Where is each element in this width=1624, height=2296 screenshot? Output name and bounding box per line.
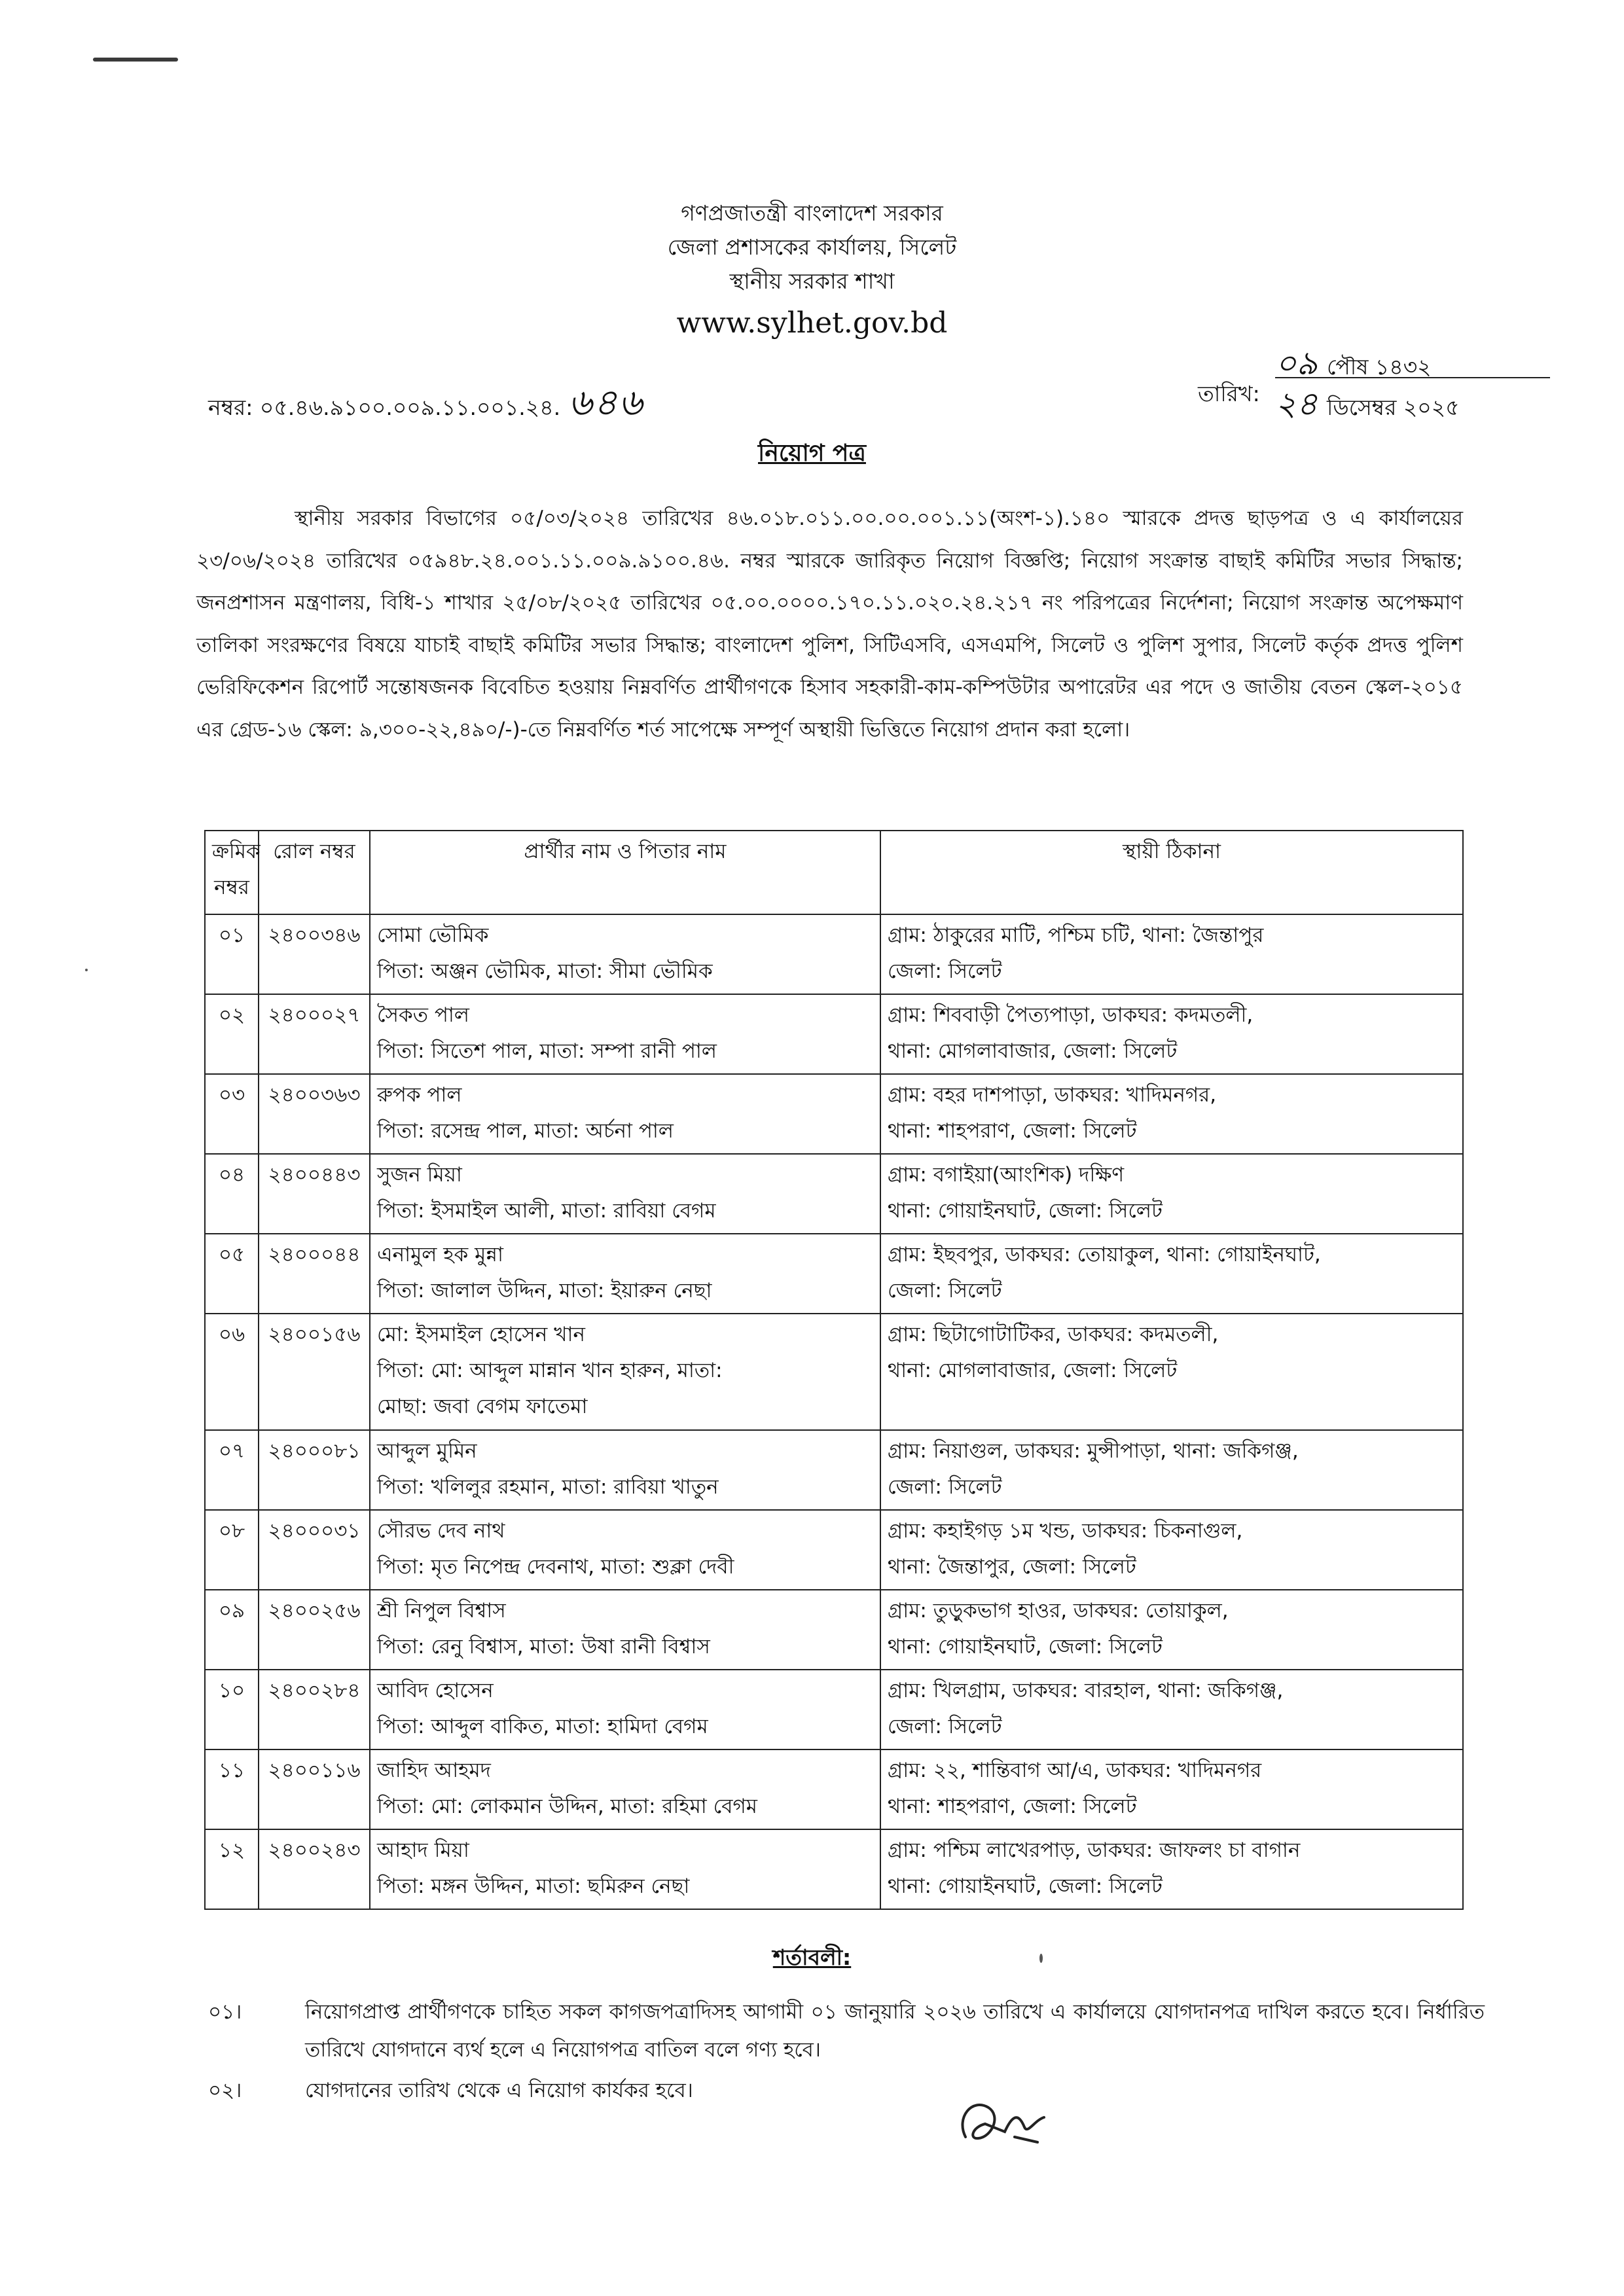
candidate-parents: পিতা: অঞ্জন ভৌমিক, মাতা: সীমা ভৌমিক: [377, 960, 713, 983]
candidate-name: রুপক পাল: [377, 1083, 462, 1107]
cell-serial: ০৬: [205, 1314, 259, 1430]
header-name: প্রার্থীর নাম ও পিতার নাম: [370, 831, 880, 914]
cell-name: [370, 1234, 880, 1314]
office-name: জেলা প্রশাসকের কার্যালয়, সিলেট: [667, 234, 957, 260]
candidate-name: আহাদ মিয়া: [377, 1839, 469, 1862]
term-text: যোগদানের তারিখ থেকে এ নিয়োগ কার্যকর হবে।: [305, 2079, 693, 2102]
address-line-2: জেলা: সিলেট: [888, 1475, 1002, 1499]
candidate-name: জাহিদ আহমদ: [377, 1759, 491, 1782]
address-line-2: জেলা: সিলেট: [888, 1715, 1002, 1738]
cell-serial: ১০: [205, 1670, 259, 1749]
candidate-parents: পিতা: ইসমাইল আলী, মাতা: রাবিয়া বেগম: [377, 1199, 716, 1223]
candidate-name: এনামুল হক মুন্না: [377, 1243, 503, 1266]
candidate-parents: পিতা: রসেন্দ্র পাল, মাতা: অর্চনা পাল: [377, 1119, 674, 1143]
cell-name: [370, 994, 880, 1074]
cell-address: [880, 1154, 1463, 1234]
term-number: ০১।: [208, 2000, 242, 2024]
cell-name: [370, 1430, 880, 1510]
candidate-parents: পিতা: মঙ্গন উদ্দিন, মাতা: ছমিরুন নেছা: [377, 1874, 690, 1898]
cell-serial: ১২: [205, 1829, 259, 1909]
table-row: [205, 1829, 1463, 1909]
candidate-parents: পিতা: মো: লোকমান উদ্দিন, মাতা: রহিমা বেগম: [377, 1795, 757, 1818]
address-line-1: গ্রাম: নিয়াগুল, ডাকঘর: মুন্সীপাড়া, থানা: জকিগঞ্জ,: [888, 1439, 1299, 1463]
term-item-2: [208, 2072, 1485, 2109]
candidate-rows: [205, 914, 1463, 1909]
cell-serial: ০১: [205, 914, 259, 994]
cell-address: [880, 1234, 1463, 1314]
address-line-1: গ্রাম: ঠাকুরের মাটি, পশ্চিম চটি, থানা: জৈন্তাপুর: [888, 924, 1264, 947]
cell-address: [880, 1510, 1463, 1590]
candidate-parents: পিতা: রেনু বিশ্বাস, মাতা: উষা রানী বিশ্বাস: [377, 1635, 710, 1659]
address-line-2: থানা: জৈন্তাপুর, জেলা: সিলেট: [888, 1555, 1136, 1579]
address-line-1: গ্রাম: ইছবপুর, ডাকঘর: তোয়াকুল, থানা: গোয়াইনঘাট,: [888, 1243, 1321, 1266]
cell-serial: ০৫: [205, 1234, 259, 1314]
english-month-year: ডিসেম্বর ২০২৫: [1326, 395, 1460, 420]
candidate-parents: পিতা: মো: আব্দুল মান্নান খান হারুন, মাতা:: [377, 1359, 723, 1382]
table-row: [205, 1234, 1463, 1314]
cell-roll: ২৪০০১১৬: [259, 1749, 370, 1829]
branch-name: স্থানীয় সরকার শাখা: [729, 268, 895, 294]
candidate-name: আবিদ হোসেন: [377, 1679, 494, 1702]
cell-name: [370, 1510, 880, 1590]
signature-mark: [952, 2091, 1051, 2153]
candidate-parents: পিতা: আব্দুল বাকিত, মাতা: হামিদা বেগম: [377, 1715, 708, 1738]
cell-roll: ২৪০০৩৪৬: [259, 914, 370, 994]
cell-roll: ২৪০০২৮৪: [259, 1670, 370, 1749]
cell-address: [880, 1590, 1463, 1670]
cell-roll: ২৪০০০৪৪: [259, 1234, 370, 1314]
terms-heading: [0, 1941, 1624, 1977]
cell-serial: ০৮: [205, 1510, 259, 1590]
table-row: [205, 1074, 1463, 1154]
terms-heading-text: শর্তাবলী:: [772, 1945, 852, 1970]
letterhead: [0, 196, 1624, 344]
cell-address: [880, 1749, 1463, 1829]
address-line-2: থানা: গোয়াইনঘাট, জেলা: সিলেট: [888, 1635, 1163, 1659]
address-line-2: থানা: শাহপরাণ, জেলা: সিলেট: [888, 1795, 1137, 1818]
header-serial: ক্রমিক নম্বর: [205, 831, 259, 914]
table-row: [205, 994, 1463, 1074]
candidate-name: সোমা ভৌমিক: [377, 924, 489, 947]
cell-name: [370, 1154, 880, 1234]
table-row: [205, 1314, 1463, 1430]
term-number: ০২।: [208, 2079, 242, 2102]
candidate-parents-cont: মোছা: জবা বেগম ফাতেমা: [377, 1395, 588, 1418]
cell-name: [370, 1590, 880, 1670]
address-line-1: গ্রাম: বগাইয়া(আংশিক) দক্ষিণ: [888, 1163, 1125, 1187]
candidate-name: আব্দুল মুমিন: [377, 1439, 477, 1463]
address-line-1: গ্রাম: তুড়ুকভাগ হাওর, ডাকঘর: তোয়াকুল,: [888, 1599, 1229, 1623]
table-row: [205, 1430, 1463, 1510]
cell-roll: ২৪০০৩৬৩: [259, 1074, 370, 1154]
address-line-1: গ্রাম: বহর দাশপাড়া, ডাকঘর: খাদিমনগর,: [888, 1083, 1217, 1107]
table-row: [205, 1670, 1463, 1749]
address-line-2: থানা: শাহপরাণ, জেলা: সিলেট: [888, 1119, 1137, 1143]
table-row: [205, 1590, 1463, 1670]
cell-roll: ২৪০০০৮১: [259, 1430, 370, 1510]
table-header-row: [205, 831, 1463, 914]
candidate-parents: পিতা: জালাল উদ্দিন, মাতা: ইয়ারুন নেছা: [377, 1279, 712, 1302]
candidate-name: মো: ইসমাইল হোসেন খান: [377, 1323, 585, 1346]
address-line-1: গ্রাম: কহাইগড় ১ম খন্ড, ডাকঘর: চিকনাগুল,: [888, 1519, 1243, 1543]
candidate-name: সৈকত পাল: [377, 1003, 469, 1027]
cell-name: [370, 1749, 880, 1829]
memo-number: [208, 374, 643, 436]
cell-address: [880, 1430, 1463, 1510]
address-line-1: গ্রাম: খিলগ্রাম, ডাকঘর: বারহাল, থানা: জকিগঞ্জ,: [888, 1679, 1284, 1702]
candidate-parents: পিতা: মৃত নিপেন্দ্র দেবনাথ, মাতা: শুক্লা দেবী: [377, 1555, 734, 1579]
cell-roll: ২৪০০৪৪৩: [259, 1154, 370, 1234]
candidate-table: [204, 830, 1464, 1910]
cell-address: [880, 914, 1463, 994]
address-line-2: জেলা: সিলেট: [888, 960, 1002, 983]
address-line-2: জেলা: সিলেট: [888, 1279, 1002, 1302]
table-row: [205, 1510, 1463, 1590]
address-line-2: থানা: গোয়াইনঘাট, জেলা: সিলেট: [888, 1199, 1163, 1223]
cell-serial: ০৪: [205, 1154, 259, 1234]
table-row: [205, 1154, 1463, 1234]
address-line-2: থানা: মোগলাবাজার, জেলা: সিলেট: [888, 1039, 1178, 1063]
term-text: নিয়োগপ্রাপ্ত প্রার্থীগণকে চাহিত সকল কাগজপত্রাদিসহ আগামী ০১ জানুয়ারি ২০২৬ তারিখে এ কার্যালয়ে যোগদানপত্র দাখিল করতে হবে। নির্ধারিত তারিখে যোগদানে ব্যর্থ হলে এ নিয়োগপত্র বাতিল বলে গণ্য হবে।: [305, 2000, 1485, 2062]
cell-address: [880, 1314, 1463, 1430]
government-name: গণপ্রজাতন্ত্রী বাংলাদেশ সরকার: [681, 200, 943, 226]
cell-address: [880, 1670, 1463, 1749]
scan-mark: [93, 58, 178, 62]
address-line-1: গ্রাম: ২২, শান্তিবাগ আ/এ, ডাকঘর: খাদিমনগর: [888, 1759, 1262, 1782]
date-label: তারিখ:: [1198, 381, 1260, 406]
cell-roll: ২৪০০২৫৬: [259, 1590, 370, 1670]
cell-address: [880, 1829, 1463, 1909]
header-address: স্থায়ী ঠিকানা: [880, 831, 1463, 914]
cell-name: [370, 1829, 880, 1909]
table-row: [205, 1749, 1463, 1829]
memo-label: নম্বর: ০৫.৪৬.৯১০০.০০৯.১১.০০১.২৪.: [208, 395, 561, 420]
cell-serial: ০২: [205, 994, 259, 1074]
candidate-parents: পিতা: খলিলুর রহমান, মাতা: রাবিয়া খাতুন: [377, 1475, 719, 1499]
letter-title-text: নিয়োগ পত্র: [758, 440, 866, 467]
memo-handwritten-number: ৬৪৬: [568, 382, 644, 424]
english-date: [1275, 380, 1460, 434]
scan-speck: [85, 969, 88, 971]
cell-roll: ২৪০০০৩১: [259, 1510, 370, 1590]
bangla-date: [1275, 339, 1550, 382]
header-roll: রোল নম্বর: [259, 831, 370, 914]
table-row: [205, 914, 1463, 994]
address-line-2: থানা: গোয়াইনঘাট, জেলা: সিলেট: [888, 1874, 1163, 1898]
cell-roll: ২৪০০০২৭: [259, 994, 370, 1074]
address-line-1: গ্রাম: শিববাড়ী পৈত্যপাড়া, ডাকঘর: কদমতলী,: [888, 1003, 1254, 1027]
cell-address: [880, 1074, 1463, 1154]
cell-serial: ০৭: [205, 1430, 259, 1510]
candidate-name: সৌরভ দেব নাথ: [377, 1519, 505, 1543]
bangla-day-handwritten: ০৯: [1275, 344, 1318, 382]
bangla-month-year: পৌষ ১৪৩২: [1326, 354, 1432, 380]
cell-serial: ১১: [205, 1749, 259, 1829]
cell-roll: ২৪০০১৫৬: [259, 1314, 370, 1430]
address-line-1: গ্রাম: পশ্চিম লাখেরপাড়, ডাকঘর: জাফলং চা বাগান: [888, 1839, 1301, 1862]
scan-speck: [1039, 1954, 1043, 1963]
cell-name: [370, 1314, 880, 1430]
term-item-1: [208, 1993, 1485, 2069]
cell-name: [370, 1670, 880, 1749]
english-day-handwritten: ২৪: [1275, 385, 1318, 423]
cell-name: [370, 1074, 880, 1154]
cell-serial: ০৩: [205, 1074, 259, 1154]
website-link[interactable]: www.sylhet.gov.bd: [676, 306, 948, 340]
candidate-name: সুজন মিয়া: [377, 1163, 462, 1187]
cell-roll: ২৪০০২৪৩: [259, 1829, 370, 1909]
address-line-1: গ্রাম: ছিটাগোটাটিকর, ডাকঘর: কদমতলী,: [888, 1323, 1219, 1346]
candidate-parents: পিতা: সিতেশ পাল, মাতা: সম্পা রানী পাল: [377, 1039, 717, 1063]
body-paragraph: স্থানীয় সরকার বিভাগের ০৫/০৩/২০২৪ তারিখের ৪৬.০১৮.০১১.০০.০০.০০১.১১(অংশ-১).১৪০ স্মারকে প্রদত্ত ছাড়পত্র ও এ কার্যালয়ের ২৩/০৬/২০২৪ তারিখের ০৫৯৪৮.২৪.০০১.১১.০০৯.৯১০০.৪৬. নম্বর স্মারকে জারিকৃত নিয়োগ বিজ্ঞপ্তি; নিয়োগ সংক্রান্ত বাছাই কমিটির সভার সিদ্ধান্ত; জনপ্রশাসন মন্ত্রণালয়, বিধি-১ শাখার ২৫/০৮/২০২৫ তারিখের ০৫.০০.০০০০.১৭০.১১.০২০.২৪.২১৭ নং পরিপত্রের নির্দেশনা; নিয়োগ সংক্রান্ত অপেক্ষমাণ তালিকা সংরক্ষণের বিষয়ে যাচাই বাছাই কমিটির সভার সিদ্ধান্ত; বাংলাদেশ পুলিশ, সিটিএসবি, এসএমপি, সিলেট ও পুলিশ সুপার, সিলেট কর্তৃক প্রদত্ত পুলিশ ভেরিফিকেশন রিপোর্ট সন্তোষজনক বিবেচিত হওয়ায় নিম্নবর্ণিত প্রার্থীগণকে হিসাব সহকারী-কাম-কম্পিউটার অপারেটর এর পদে ও জাতীয় বেতন স্কেল-২০১৫ এর গ্রেড-১৬ স্কেল: ৯,৩০০-২২,৪৯০/-)-তে নিম্নবর্ণিত শর্ত সাপেক্ষে সম্পূর্ণ অস্থায়ী ভিত্তিতে নিয়োগ প্রদান করা হলো।: [196, 507, 1463, 742]
cell-address: [880, 994, 1463, 1074]
cell-name: [370, 914, 880, 994]
letter-title: [0, 435, 1624, 475]
address-line-2: থানা: মোগলাবাজার, জেলা: সিলেট: [888, 1359, 1178, 1382]
cell-serial: ০৯: [205, 1590, 259, 1670]
candidate-name: শ্রী নিপুল বিশ্বাস: [377, 1599, 506, 1623]
